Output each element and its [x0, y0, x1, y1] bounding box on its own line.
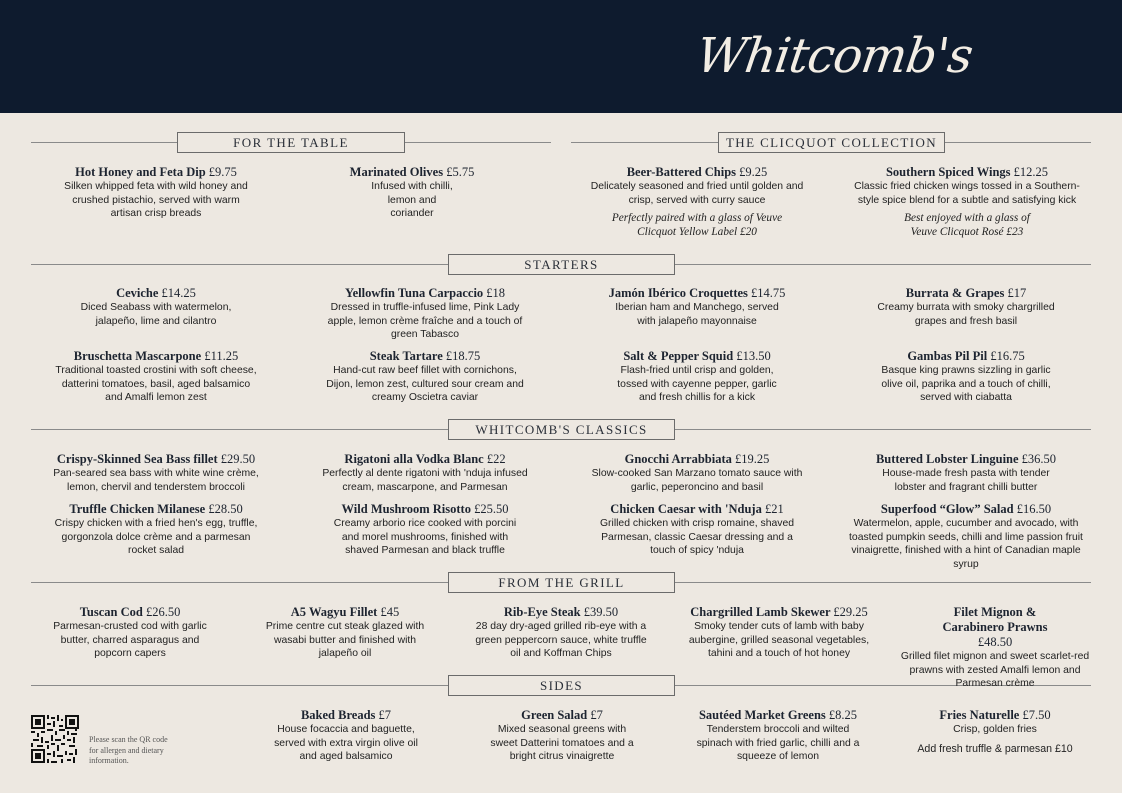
- item-description: House-made fresh pasta with tender lobster and fragrant chilli butter: [882, 468, 1050, 493]
- item-price: £17: [1007, 286, 1027, 300]
- item-description: Pan-seared sea bass with white wine crème, lemon, chervil and tenderstem broccoli: [53, 468, 259, 493]
- section-title-classics: WHITCOMB'S CLASSICS: [448, 419, 675, 440]
- item-description: Grilled filet mignon and sweet scarlet-red prawns with zested Amalfi lemon and Parmesan crème: [900, 651, 1090, 690]
- item-price: £8.25: [828, 708, 858, 722]
- menu-item: [326, 286, 524, 342]
- item-description: Grilled chicken with crisp romaine, shaved Parmesan, classic Caesar dressing and a touch of spicy 'nduja: [599, 518, 795, 557]
- menu-item: [592, 286, 802, 328]
- item-price: £48.50: [977, 635, 1013, 649]
- item-price: £19.25: [735, 452, 770, 466]
- item-name: Steak Tartare £18.75: [369, 349, 481, 363]
- item-price: £7.50: [1022, 708, 1051, 722]
- menu-item: [326, 349, 524, 405]
- item-description: Crisp, golden fries: [953, 724, 1037, 735]
- item-name: Bruschetta Mascarpone £11.25: [73, 349, 239, 363]
- item-price: £5.75: [446, 165, 475, 179]
- item-name: Green Salad £7: [521, 708, 603, 722]
- item-name: Marinated Olives £5.75: [349, 165, 475, 179]
- item-name: Baked Breads £7: [300, 708, 392, 722]
- item-name: Superfood “Glow” Salad £16.50: [880, 502, 1052, 516]
- menu-item: [872, 349, 1060, 405]
- item-description: Infused with chilli, lemon and coriander: [371, 181, 453, 220]
- item-description: Hand-cut raw beef fillet with cornichons, Dijon, lemon zest, cultured sour cream and creamy Oscietra caviar: [326, 365, 524, 404]
- qr-code[interactable]: [31, 715, 79, 763]
- menu-item: [262, 605, 428, 661]
- menu-item: [54, 502, 258, 558]
- item-price: £16.50: [1016, 502, 1052, 516]
- item-description: Slow-cooked San Marzano tomato sauce with garlic, peperoncino and basil: [591, 468, 803, 493]
- item-name: Burrata & Grapes £17: [905, 286, 1027, 300]
- item-description: Smoky tender cuts of lamb with baby aubergine, grilled seasonal vegetables, tahini and a touch of hot honey: [688, 621, 870, 660]
- item-description: Creamy arborio rice cooked with porcini and morel mushrooms, finished with shaved Parmesan and black truffle: [333, 518, 517, 557]
- menu-item: [864, 286, 1068, 328]
- item-description: Iberian ham and Manchego, served with jalapeño mayonnaise: [615, 302, 779, 327]
- menu-item: [40, 452, 272, 494]
- item-price: £9.75: [208, 165, 237, 179]
- menu-item: [590, 165, 804, 239]
- item-name: Rigatoni alla Vodka Blanc £22: [344, 452, 506, 466]
- item-name: Chicken Caesar with 'Nduja £21: [610, 502, 784, 516]
- item-name: Crispy-Skinned Sea Bass fillet £29.50: [56, 452, 256, 466]
- item-price: £45: [380, 605, 400, 619]
- item-addon: Add fresh truffle & parmesan £10: [917, 742, 1073, 755]
- item-name: A5 Wagyu Fillet £45: [290, 605, 400, 619]
- item-description: Dressed in truffle-infused lime, Pink Lady apple, lemon crème fraîche and a touch of green Tabasco: [327, 302, 523, 341]
- menu-item: [844, 165, 1090, 239]
- item-description: Traditional toasted crostini with soft cheese, datterini tomatoes, basil, aged balsamico and Amalfi lemon zest: [55, 365, 257, 404]
- wine-pairing: Best enjoyed with a glass of Veuve Clicquot Rosé £23: [904, 212, 1030, 238]
- menu-item: [862, 452, 1070, 494]
- item-price: £36.50: [1021, 452, 1057, 466]
- item-description: 28 day dry-aged grilled rib-eye with a green peppercorn sauce, white truffle oil and Koffman Chips: [475, 621, 647, 660]
- item-name: Beer-Battered Chips £9.25: [626, 165, 768, 179]
- section-title-sides: SIDES: [448, 675, 675, 696]
- item-price: £14.25: [161, 286, 196, 300]
- item-description: Creamy burrata with smoky chargrilled grapes and fresh basil: [877, 302, 1055, 327]
- item-name: Tuscan Cod £26.50: [79, 605, 181, 619]
- item-name: Salt & Pepper Squid £13.50: [623, 349, 771, 363]
- menu-item: [266, 708, 426, 764]
- item-name: Jamón Ibérico Croquettes £14.75: [608, 286, 786, 300]
- item-price: £26.50: [145, 605, 181, 619]
- section-title-clicquot: THE CLICQUOT COLLECTION: [718, 132, 945, 153]
- item-description: Watermelon, apple, cucumber and avocado, with toasted pumpkin seeds, chilli and lime passion fruit vinaigrette, finished with a hint of Canadian maple syrup: [849, 518, 1083, 570]
- item-name: Gambas Pil Pil £16.75: [907, 349, 1025, 363]
- menu-item: [598, 502, 796, 558]
- item-price: £11.25: [204, 349, 239, 363]
- item-price: £12.25: [1013, 165, 1049, 179]
- item-description: Parmesan-crusted cod with garlic butter, charred asparagus and popcorn capers: [53, 621, 207, 660]
- item-price: £18.75: [445, 349, 481, 363]
- item-price: £39.50: [583, 605, 619, 619]
- item-price: £7: [378, 708, 392, 722]
- item-description: Diced Seabass with watermelon, jalapeño, lime and cilantro: [80, 302, 232, 327]
- item-description: Perfectly al dente rigatoni with 'nduja infused cream, mascarpone, and Parmesan: [322, 468, 528, 493]
- menu-item: [590, 452, 804, 494]
- item-price: £28.50: [208, 502, 243, 516]
- menu-item: [326, 502, 524, 558]
- item-price: £16.75: [990, 349, 1025, 363]
- item-name: Buttered Lobster Linguine £36.50: [875, 452, 1057, 466]
- item-price: £13.50: [736, 349, 771, 363]
- menu-item: [694, 708, 862, 764]
- item-description: Prime centre cut steak glazed with wasabi butter and finished with jalapeño oil: [265, 621, 425, 660]
- item-price: £22: [486, 452, 506, 466]
- item-name: Yellowfin Tuna Carpaccio £18: [344, 286, 506, 300]
- item-name: Ceviche £14.25: [116, 286, 196, 300]
- menu-item: [840, 502, 1092, 571]
- section-title-for-the-table: FOR THE TABLE: [177, 132, 405, 153]
- menu-item: [56, 165, 256, 221]
- item-price: £7: [590, 708, 603, 722]
- item-price: £21: [764, 502, 784, 516]
- item-name: Wild Mushroom Risotto £25.50: [341, 502, 509, 516]
- item-name: Fries Naturelle £7.50: [939, 708, 1051, 722]
- item-description: Delicately seasoned and fried until golden and crisp, served with curry sauce: [590, 181, 804, 206]
- brand-logo: Whitcomb's: [693, 28, 976, 84]
- item-description: Mixed seasonal greens with sweet Datterini tomatoes and a bright citrus vinaigrette: [490, 724, 634, 763]
- item-name: Rib-Eye Steak £39.50: [503, 605, 619, 619]
- qr-note: Please scan the QR code for allergen and dietary information.: [89, 735, 168, 765]
- header-bar: [0, 0, 1122, 113]
- item-description: Flash-fried until crisp and golden, tossed with cayenne pepper, garlic and fresh chillis for a kick: [617, 365, 777, 404]
- item-description: Basque king prawns sizzling in garlic olive oil, paprika and a touch of chilli, served with ciabatta: [881, 365, 1051, 404]
- item-name: Sautéed Market Greens £8.25: [698, 708, 858, 722]
- qr-code-graphic: [31, 715, 79, 763]
- item-description: House focaccia and baguette, served with extra virgin olive oil and aged balsamico: [274, 724, 418, 763]
- item-description: Classic fried chicken wings tossed in a Southern-style spice blend for a subtle and satisfying kick: [854, 181, 1080, 206]
- menu-item: [470, 605, 652, 661]
- item-name: Truffle Chicken Milanese £28.50: [69, 502, 243, 516]
- menu-item: [610, 349, 784, 405]
- wine-pairing: Perfectly paired with a glass of Veuve Clicquot Yellow Label £20: [611, 212, 783, 238]
- menu-item: [900, 708, 1090, 755]
- menu-item: [66, 286, 246, 328]
- item-price: £29.25: [833, 605, 868, 619]
- menu-item: [326, 165, 498, 221]
- menu-item: [50, 605, 210, 661]
- item-price: £18: [486, 286, 506, 300]
- item-description: Crispy chicken with a fried hen's egg, truffle, gorgonzola dolce crème and a parmesan rocket salad: [54, 518, 258, 557]
- menu-item: [320, 452, 530, 494]
- menu-item: [54, 349, 258, 405]
- item-price: £29.50: [220, 452, 256, 466]
- item-description: Tenderstem broccoli and wilted spinach with fried garlic, chilli and a squeeze of lemon: [696, 724, 860, 763]
- item-price: £14.75: [751, 286, 786, 300]
- menu-item: [484, 708, 640, 764]
- item-description: Silken whipped feta with wild honey and crushed pistachio, served with warm artisan crisp breads: [64, 181, 248, 220]
- item-name: Filet Mignon & Carabinero Prawns £48.50: [942, 605, 1048, 649]
- item-name: Gnocchi Arrabbiata £19.25: [624, 452, 770, 466]
- item-name: Chargrilled Lamb Skewer £29.25: [690, 605, 868, 619]
- item-name: Southern Spiced Wings £12.25: [885, 165, 1049, 179]
- section-title-starters: STARTERS: [448, 254, 675, 275]
- item-name: Hot Honey and Feta Dip £9.75: [75, 165, 237, 179]
- menu-item: [898, 605, 1092, 691]
- section-title-grill: FROM THE GRILL: [448, 572, 675, 593]
- item-price: £25.50: [474, 502, 509, 516]
- item-price: £9.25: [739, 165, 768, 179]
- menu-item: [680, 605, 878, 661]
